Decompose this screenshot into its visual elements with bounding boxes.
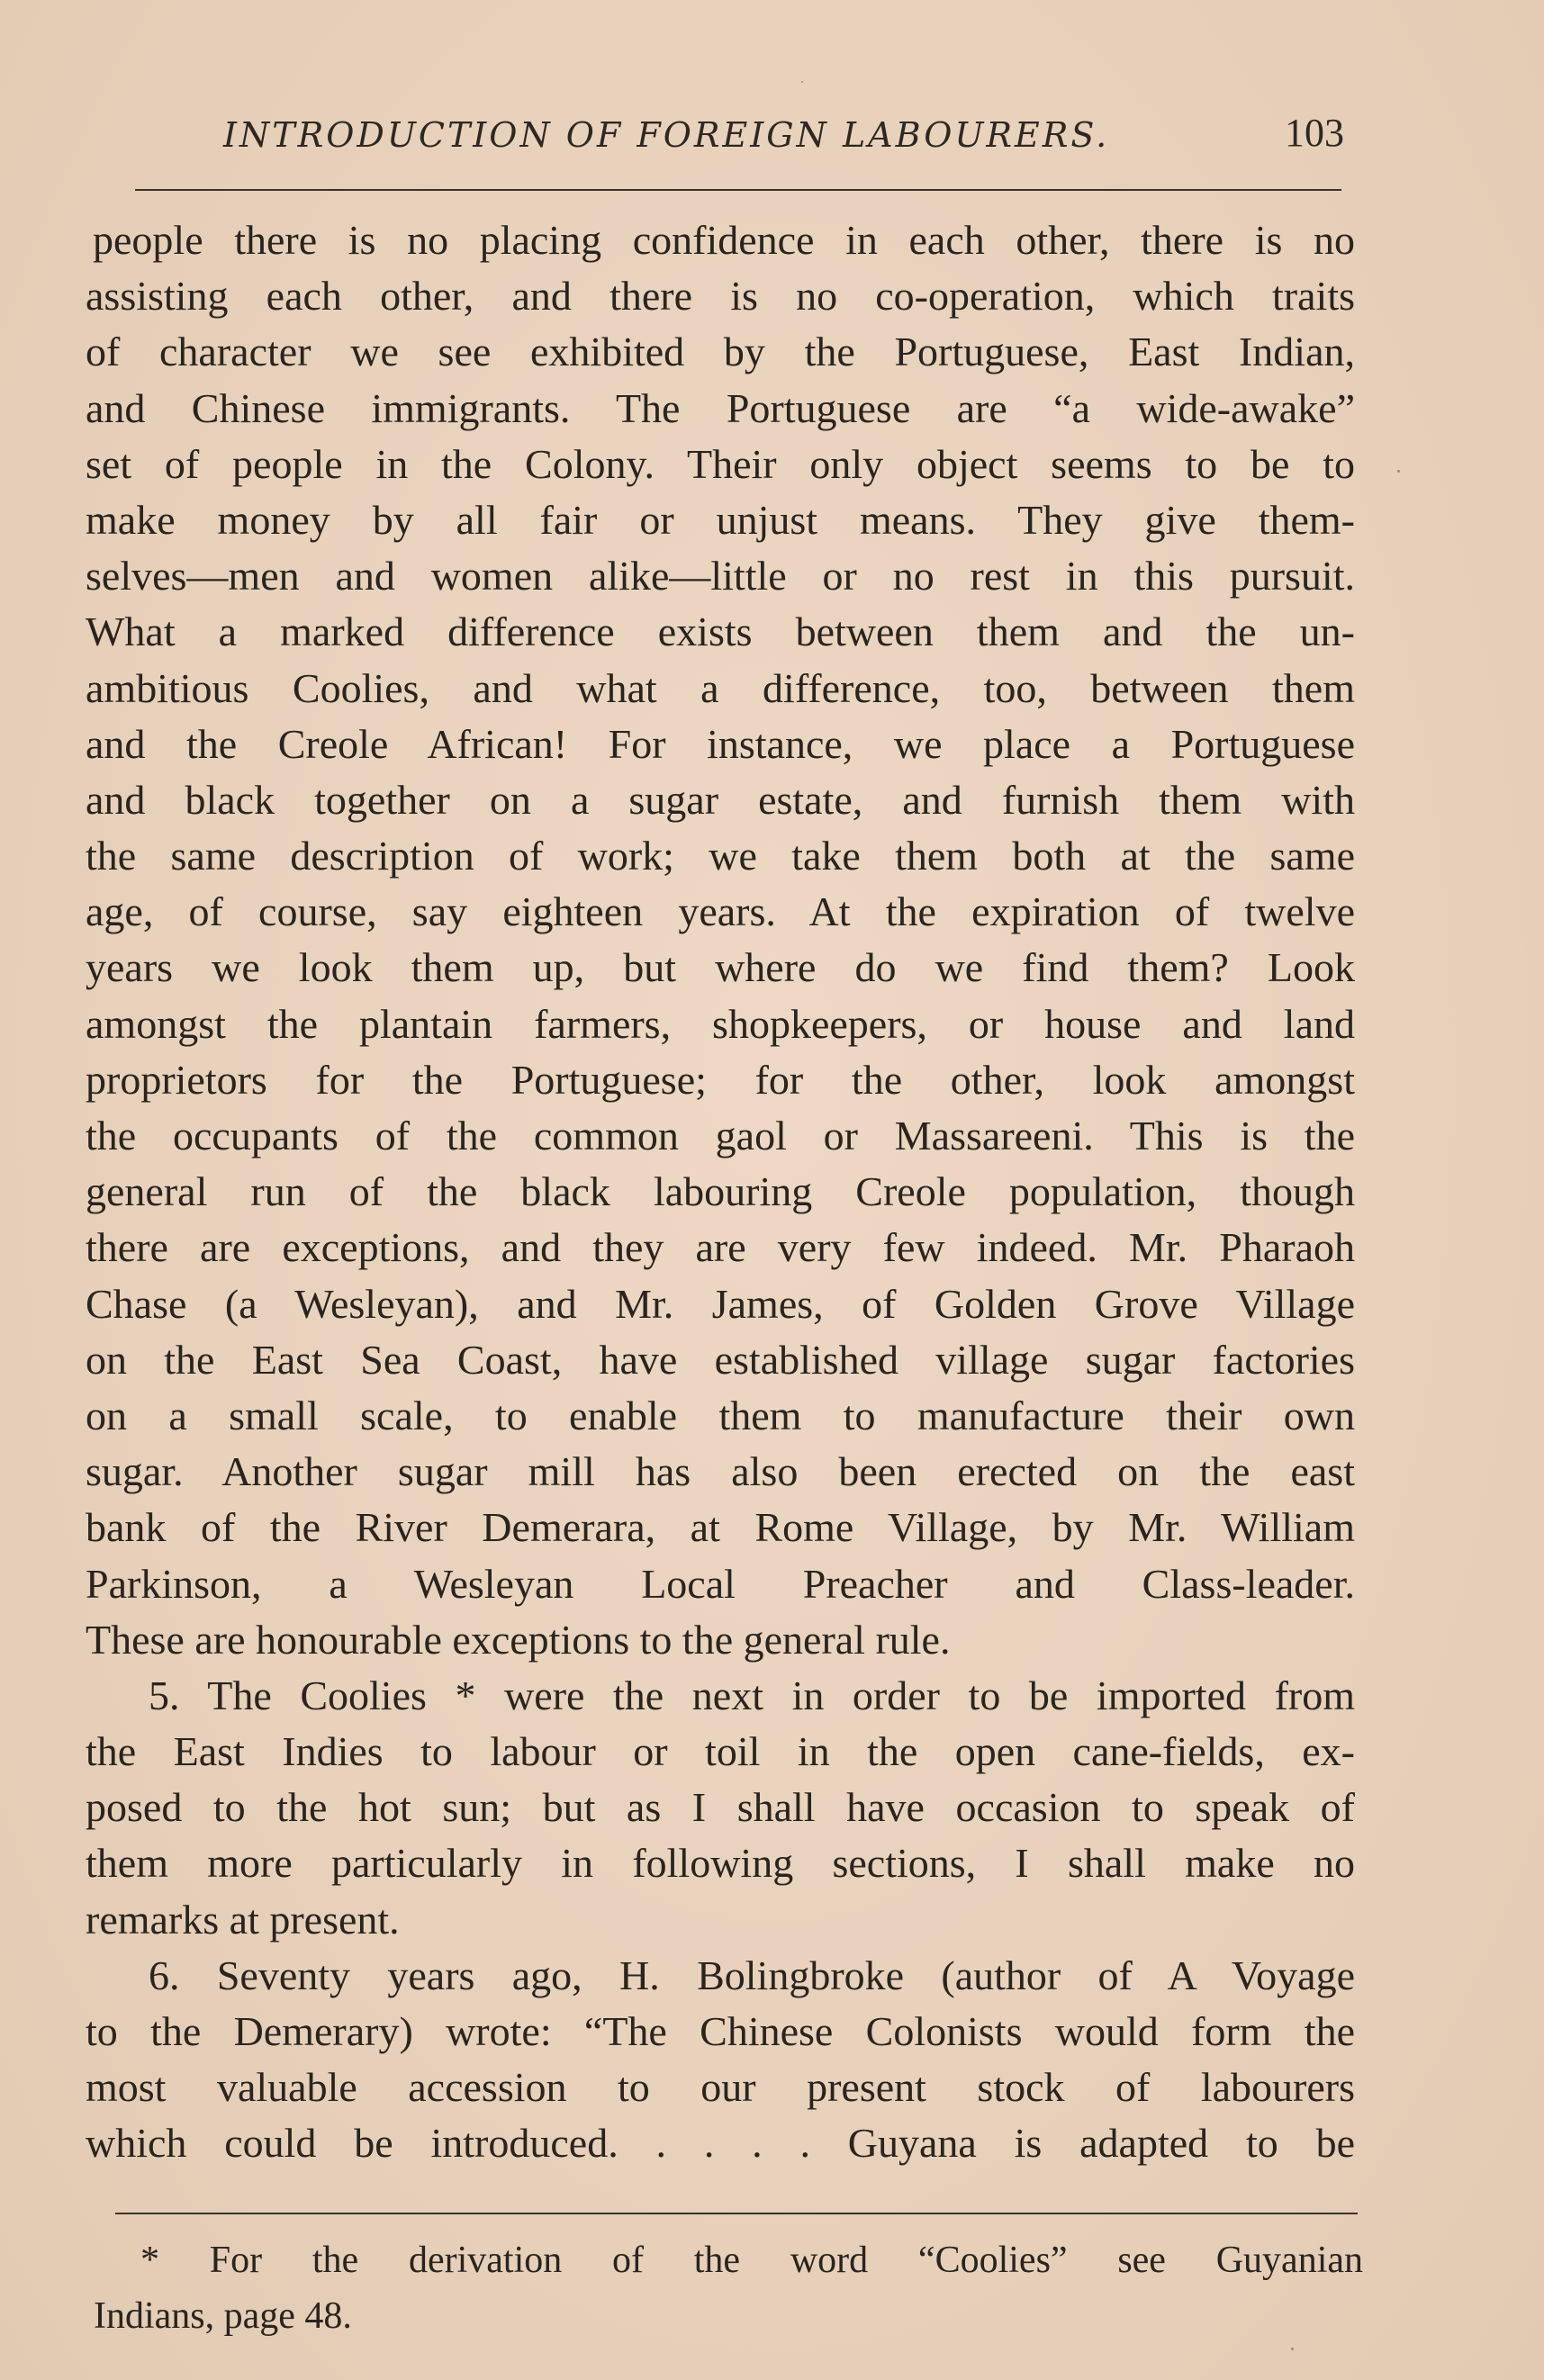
text-line: bank of the River Demerara, at Rome Village, by Mr. William bbox=[86, 1504, 1355, 1551]
header-rule bbox=[135, 189, 1341, 191]
text-line: These are honourable exceptions to the general rule. bbox=[86, 1616, 951, 1663]
text-line: amongst the plantain farmers, shopkeepers, or house and land bbox=[86, 1000, 1355, 1047]
text-line: ambitious Coolies, and what a difference, too, between them bbox=[86, 664, 1355, 711]
text-line: the same description of work; we take them both at the same bbox=[86, 833, 1355, 879]
footnote bbox=[94, 2232, 1363, 2344]
text-line: most valuable accession to our present stock of labourers bbox=[86, 2064, 1355, 2111]
text-line: them more particularly in following sections, I shall make no bbox=[86, 1840, 1355, 1887]
footnote-line: * For the derivation of the word “Coolies” see Guyanian bbox=[140, 2240, 1363, 2281]
text-line: and the Creole African! For instance, we place a Portuguese bbox=[86, 720, 1355, 767]
paper-speck bbox=[1397, 470, 1400, 473]
text-line: age, of course, say eighteen years. At the expiration of twelve bbox=[86, 888, 1355, 935]
page-number: 103 bbox=[1285, 111, 1344, 155]
text-line: which could be introduced. . . . . Guyana is adapted to be bbox=[86, 2120, 1355, 2167]
running-title: INTRODUCTION OF FOREIGN LABOURERS. bbox=[223, 115, 1110, 155]
text-line: people there is no placing confidence in each other, there is no bbox=[93, 217, 1355, 263]
text-line: Chase (a Wesleyan), and Mr. James, of Golden Grove Village bbox=[86, 1280, 1355, 1327]
paper-speck bbox=[1291, 2348, 1294, 2350]
paper-speck bbox=[801, 81, 803, 83]
text-line: general run of the black labouring Creole population, though bbox=[86, 1168, 1355, 1215]
body-text bbox=[86, 212, 1355, 2172]
text-line: remarks at present. bbox=[86, 1896, 400, 1943]
paragraph-5-first-line: 5. The Coolies * were the next in order to be imported from bbox=[149, 1672, 1355, 1718]
text-line: Parkinson, a Wesleyan Local Preacher and Class-leader. bbox=[86, 1560, 1355, 1607]
text-line: and black together on a sugar estate, and furnish them with bbox=[86, 776, 1355, 823]
text-line: on the East Sea Coast, have established village sugar factories bbox=[86, 1336, 1355, 1383]
text-line: there are exceptions, and they are very few indeed. Mr. Pharaoh bbox=[86, 1224, 1355, 1271]
footnote-rule bbox=[115, 2213, 1358, 2214]
text-line: of character we see exhibited by the Portuguese, East Indian, bbox=[86, 329, 1355, 375]
text-line: What a marked difference exists between them and the un- bbox=[86, 609, 1355, 655]
text-line: to the Demerary) wrote: “The Chinese Colonists would form the bbox=[86, 2008, 1355, 2054]
text-line: selves—men and women alike—little or no rest in this pursuit. bbox=[86, 553, 1355, 600]
text-line: set of people in the Colony. Their only object seems to be to bbox=[86, 440, 1355, 487]
text-line: proprietors for the Portuguese; for the other, look amongst bbox=[86, 1056, 1355, 1103]
text-line: posed to the hot sun; but as I shall have occasion to speak of bbox=[86, 1784, 1355, 1831]
running-head bbox=[0, 111, 1544, 169]
text-line: make money by all fair or unjust means. They give them- bbox=[86, 496, 1355, 543]
text-line: the East Indies to labour or toil in the open cane-fields, ex- bbox=[86, 1728, 1355, 1775]
text-line: the occupants of the common gaol or Massareeni. This is the bbox=[86, 1113, 1355, 1158]
text-line: and Chinese immigrants. The Portuguese are “a wide-awake” bbox=[86, 384, 1355, 431]
footnote-line: Indians, page 48. bbox=[94, 2295, 352, 2337]
paragraph-6-first-line: 6. Seventy years ago, H. Bolingbroke (author of A Voyage bbox=[149, 1952, 1355, 1998]
text-line: assisting each other, and there is no co-operation, which traits bbox=[86, 273, 1355, 320]
text-line: years we look them up, but where do we find them? Look bbox=[86, 944, 1355, 991]
text-line: on a small scale, to enable them to manufacture their own bbox=[86, 1392, 1355, 1438]
text-line: sugar. Another sugar mill has also been erected on the east bbox=[86, 1448, 1355, 1495]
